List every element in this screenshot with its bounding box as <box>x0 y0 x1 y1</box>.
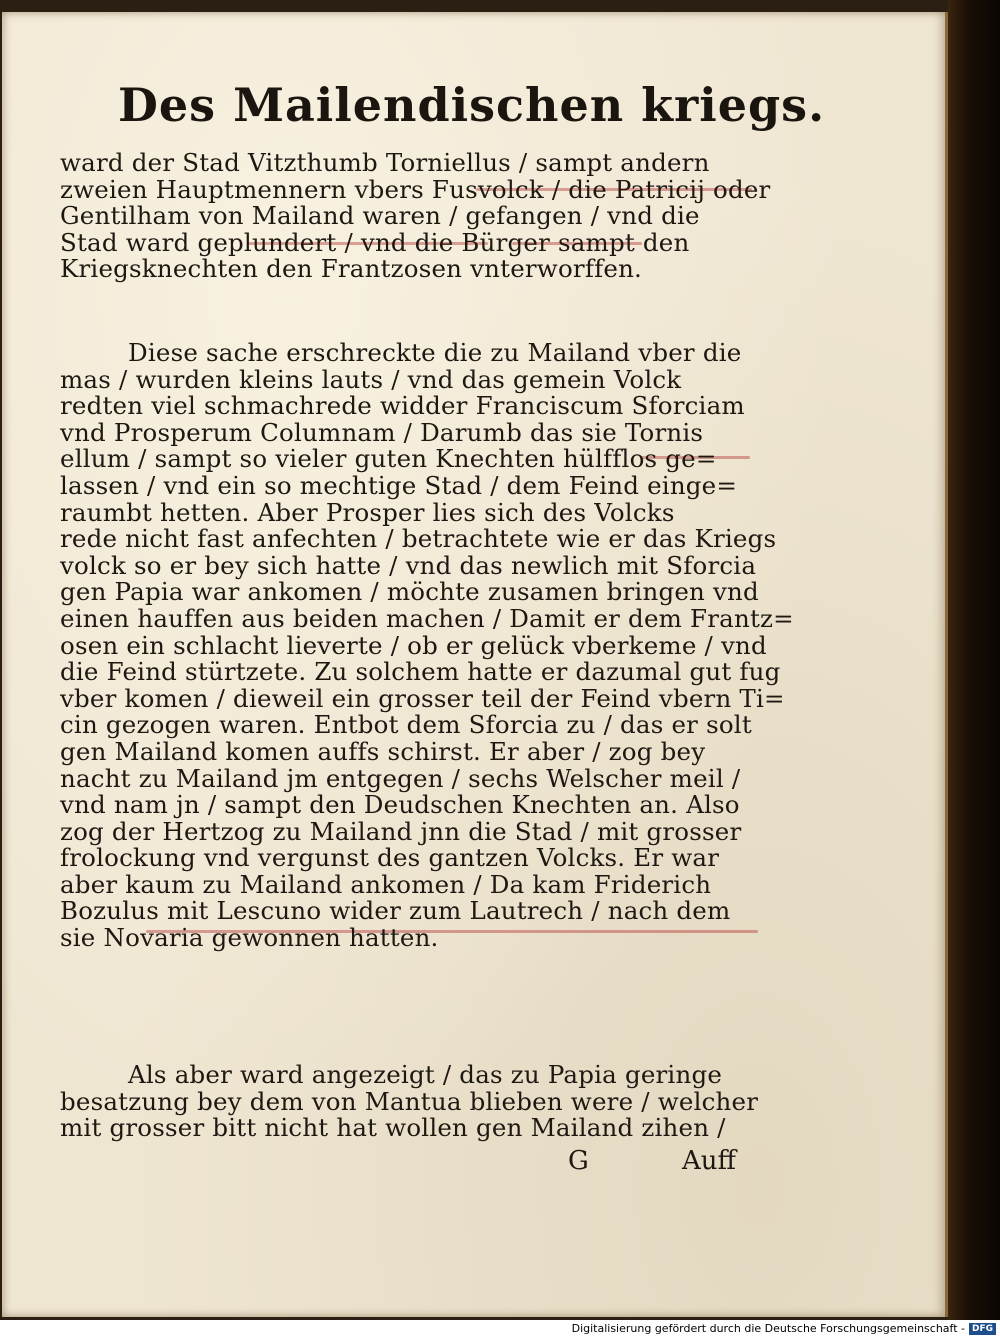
text-line: zweien Hauptmennern vbers Fusvolck / die Patricij oder <box>60 174 771 204</box>
page-edge <box>945 12 948 1317</box>
text-line: volck so er bey sich hatte / vnd das newlich mit Sforcia <box>60 550 757 580</box>
page-footer <box>60 1146 760 1180</box>
signature-mark: G <box>568 1146 589 1176</box>
text-line: mit grosser bitt nicht hat wollen gen Mailand zihen / <box>60 1113 726 1143</box>
dfg-logo: DFG <box>969 1323 996 1335</box>
text-line: mas / wurden kleins lauts / vnd das gemein Volck <box>60 364 682 394</box>
paragraph-3 <box>60 1062 780 1142</box>
text-line: lassen / vnd ein so mechtige Stad / dem Feind einge= <box>60 470 738 500</box>
text-line: vber komen / dieweil ein grosser teil der Feind vbern Ti= <box>60 683 785 713</box>
text-line: einen hauffen aus beiden machen / Damit er dem Frantz= <box>60 603 794 633</box>
paragraph-2 <box>60 338 794 953</box>
text-line: ellum / sampt so vieler guten Knechten hülfflos ge= <box>60 444 717 474</box>
text-line: frolockung vnd vergunst des gantzen Volcks. Er war <box>60 843 720 873</box>
text-line: nacht zu Mailand jm entgegen / sechs Welscher meil / <box>60 763 741 793</box>
catchword: Auff <box>682 1146 736 1176</box>
text-line: redten viel schmachrede widder Franciscum Sforciam <box>60 391 745 421</box>
text-line: Diese sache erschreckte die zu Mailand vber die <box>128 338 742 367</box>
book-edge <box>948 0 1000 1320</box>
paragraph-1 <box>60 150 780 283</box>
running-title: Des Mailendischen kriegs. <box>118 78 826 132</box>
text-line: Bozulus mit Lescuno wider zum Lautrech / nach dem <box>60 896 731 926</box>
text-line: cin gezogen waren. Entbot dem Sforcia zu / das er solt <box>60 710 752 740</box>
text-line: vnd Prosperum Columnam / Darumb das sie Tornis <box>60 417 704 447</box>
text-line: Kriegsknechten den Frantzosen vnterworffen. <box>60 254 643 284</box>
text-line: gen Mailand komen auffs schirst. Er aber / zog bey <box>60 736 706 766</box>
text-line: ward der Stad Vitzthumb Torniellus / sampt andern <box>60 148 710 177</box>
text-line: rede nicht fast anfechten / betrachtete wie er das Kriegs <box>60 524 777 554</box>
text-line: gen Papia war ankomen / möchte zusamen bringen vnd <box>60 577 759 607</box>
text-line: raumbt hetten. Aber Prosper lies sich des Volcks <box>60 497 675 527</box>
text-line: die Feind stürtzete. Zu solchem hatte er dazumal gut fug <box>60 657 781 687</box>
text-line: osen ein schlacht lieverte / ob er gelück vberkeme / vnd <box>60 630 767 660</box>
text-line: aber kaum zu Mailand ankomen / Da kam Friderich <box>60 869 712 899</box>
text-line: sie Novaria gewonnen hatten. <box>60 923 439 953</box>
credit-text: Digitalisierung gefördert durch die Deutsche Forschungsgemeinschaft - <box>571 1322 965 1335</box>
text-line: Gentilham von Mailand waren / gefangen / vnd die <box>60 201 700 231</box>
text-line: Stad ward geplundert / vnd die Bürger sampt den <box>60 227 690 257</box>
text-line: besatzung bey dem von Mantua blieben were / welcher <box>60 1086 759 1116</box>
text-line: zog der Hertzog zu Mailand jnn die Stad / mit grosser <box>60 816 742 846</box>
digitization-credit <box>572 1320 996 1338</box>
text-line: vnd nam jn / sampt den Deudschen Knechten an. Also <box>60 790 740 820</box>
text-line: Als aber ward angezeigt / das zu Papia geringe <box>128 1060 723 1089</box>
